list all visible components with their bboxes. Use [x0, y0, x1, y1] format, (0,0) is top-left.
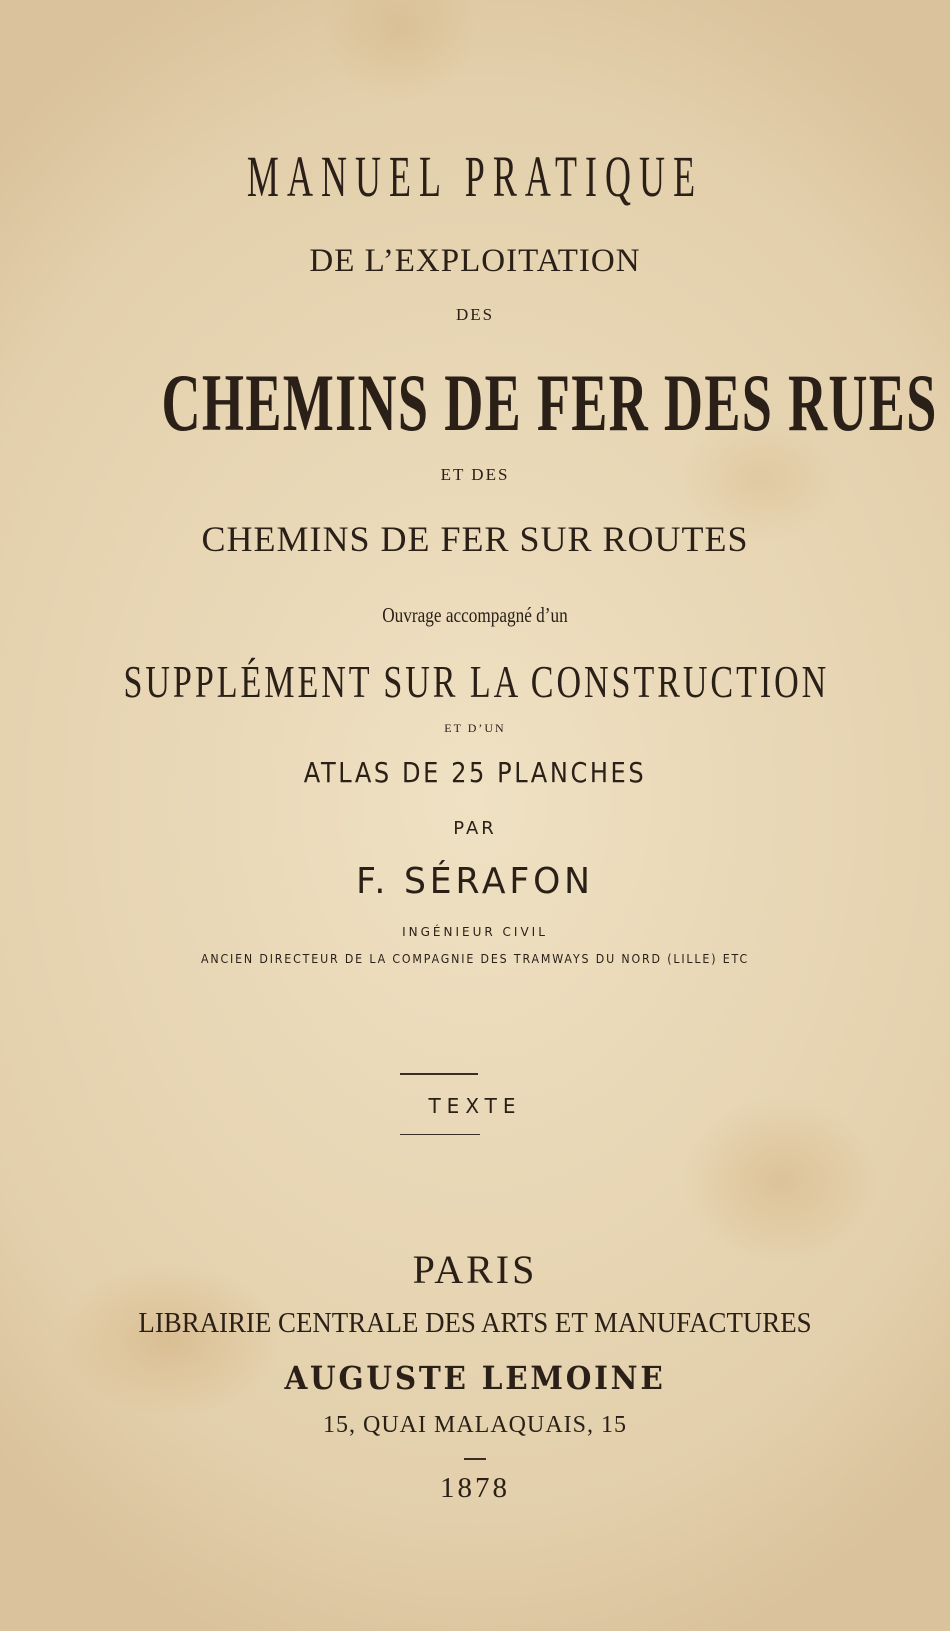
main-title: CHEMINS DE FER DES RUES	[161, 357, 938, 448]
imprint-publisher-name: AUGUSTE LEMOINE	[284, 1359, 666, 1397]
imprint-year: 1878	[440, 1472, 510, 1504]
divider-top	[400, 1073, 478, 1075]
divider-small	[464, 1458, 486, 1460]
title-et-des: ET DES	[440, 465, 510, 484]
imprint-address: 15, QUAI MALAQUAIS, 15	[323, 1412, 627, 1438]
imprint-city: PARIS	[412, 1247, 538, 1292]
author-name: F. SÉRAFON	[356, 861, 594, 902]
volume-label: TEXTE	[428, 1094, 522, 1118]
title-exploitation: DE L’EXPLOITATION	[309, 243, 641, 279]
subtitle-et-dun: ET D’UN	[444, 721, 506, 735]
byline-par: PAR	[453, 818, 497, 839]
author-former-role: ANCIEN DIRECTEUR DE LA COMPAGNIE DES TRAMWAYS DU NORD (LILLE) ETC	[200, 952, 750, 966]
author-title: INGÉNIEUR CIVIL	[402, 925, 548, 939]
subtitle-ouvrage: Ouvrage accompagné d’un	[382, 603, 568, 627]
subtitle-atlas: ATLAS DE 25 PLANCHES	[303, 756, 647, 789]
title-manuel-pratique: MANUEL PRATIQUE	[246, 144, 704, 209]
title-des: DES	[455, 305, 495, 324]
imprint-publisher: LIBRAIRIE CENTRALE DES ARTS ET MANUFACTURES	[138, 1308, 812, 1339]
subtitle-supplement: SUPPLÉMENT SUR LA CONSTRUCTION	[123, 656, 830, 707]
divider-bottom	[400, 1134, 480, 1135]
title-chemins-routes: CHEMINS DE FER SUR ROUTES	[201, 519, 749, 559]
